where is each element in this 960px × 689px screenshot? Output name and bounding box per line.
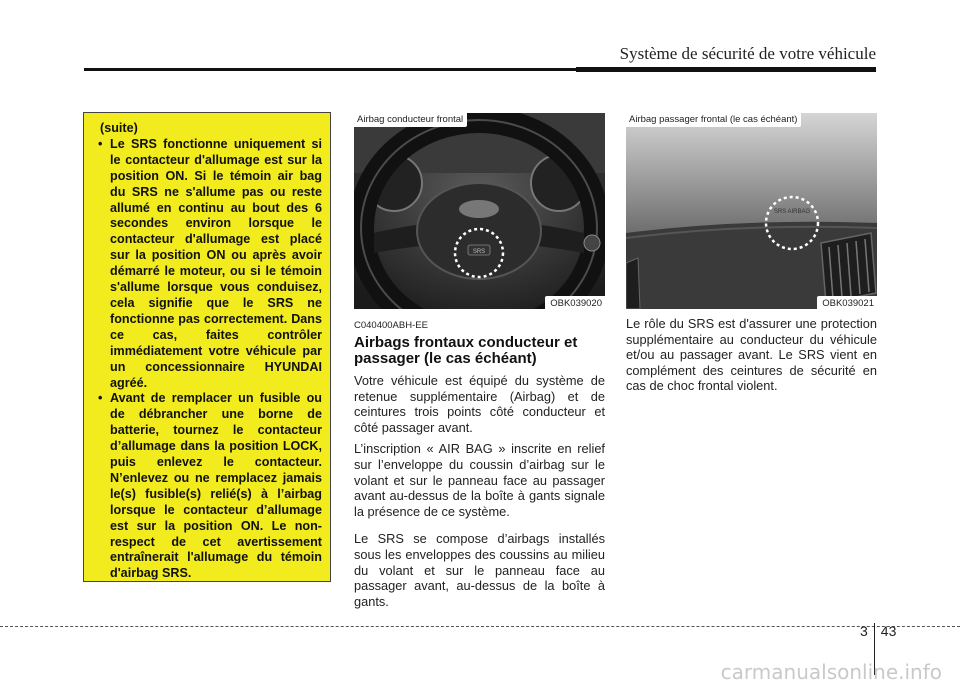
air-vent [821,233,876,303]
steering-wheel-illustration [354,113,605,309]
srs-badge-1: SRS [472,249,486,255]
section-title: Airbags frontaux conducteur et passager (le cas échéant) [354,334,578,367]
figure-code: OBK039021 [817,296,877,309]
driver-airbag-photo [354,113,605,309]
paragraph: Le rôle du SRS est d'assurer une protection supplémentaire au conducteur du véhicule et/ou au passager avant. Le SRS vient en complément des ceintures de sécurité en cas de choc frontal violent. [626,316,877,394]
watermark: carmanualsonline.info [720,660,942,684]
page-number-value: 43 [880,623,897,639]
chapter-number: 3 [860,623,868,639]
warning-heading: (suite) [100,121,138,135]
figure-code: OBK039020 [545,296,605,309]
srs-badge-2: SRS AIRBAG [773,209,811,215]
footer-rule [0,626,960,627]
warning-item: • Le SRS fonctionne uniquement si le contacteur d'allumage est sur la position ON. Si le témoin air bag du SRS ne s'allume pas ou reste allumé en continu au bout des 6 secondes environ lorsque le contacteur d'allumage est placé sur la position ON ou après avoir démarré le moteur, ou si le témoin s'allume lorsque vous conduisez, cela signifie que le SRS ne fonctionne pas correctement. Dans ce cas, faites contrôler immédiatement votre véhicule par un concessionnaire HYUNDAI agréé. [92,137,322,392]
dashboard-illustration [626,113,877,309]
warning-box [83,112,331,582]
warning-list [92,137,322,582]
figure-label: Airbag passager frontal (le cas échéant) [626,113,801,127]
text-column-3 [626,316,877,400]
header-title: Système de sécurité de votre véhicule [619,44,876,63]
warning-item: • Avant de remplacer un fusible ou de débrancher une borne de batterie, tournez le contacteur d’allumage dans la position LOCK, puis enlevez le contacteur. N’enlevez ou ne remplacez jamais le(s) fusible(s) relié(s) à l’airbag lorsque le contacteur d’allumage est sur la position ON. Le non-respect de cet avertissement entraînerait l'allumage du témoin d'airbag SRS. [92,391,322,582]
header-rule [84,68,876,71]
paragraph: L’inscription « AIR BAG » inscrite en relief sur l’enveloppe du coussin d’airbag sur le volant et sur le panneau face au passager avant au-dessus de la boîte à gants signale la présence de ce système. [354,441,605,519]
text-column-2 [354,316,605,615]
passenger-airbag-photo [626,113,877,309]
paragraph: Le SRS se compose d’airbags installés sous les enveloppes des coussins au milieu du volant et sur le panneau face au passager avant, au-dessus de la boîte à gants. [354,531,605,609]
paragraph: Votre véhicule est équipé du système de retenue supplémentaire (Airbag) et de ceintures trois points côté conducteur et côté passager avant. [354,373,605,435]
reference-code: C040400ABH-EE [354,320,428,331]
figure-label: Airbag conducteur frontal [354,113,467,127]
